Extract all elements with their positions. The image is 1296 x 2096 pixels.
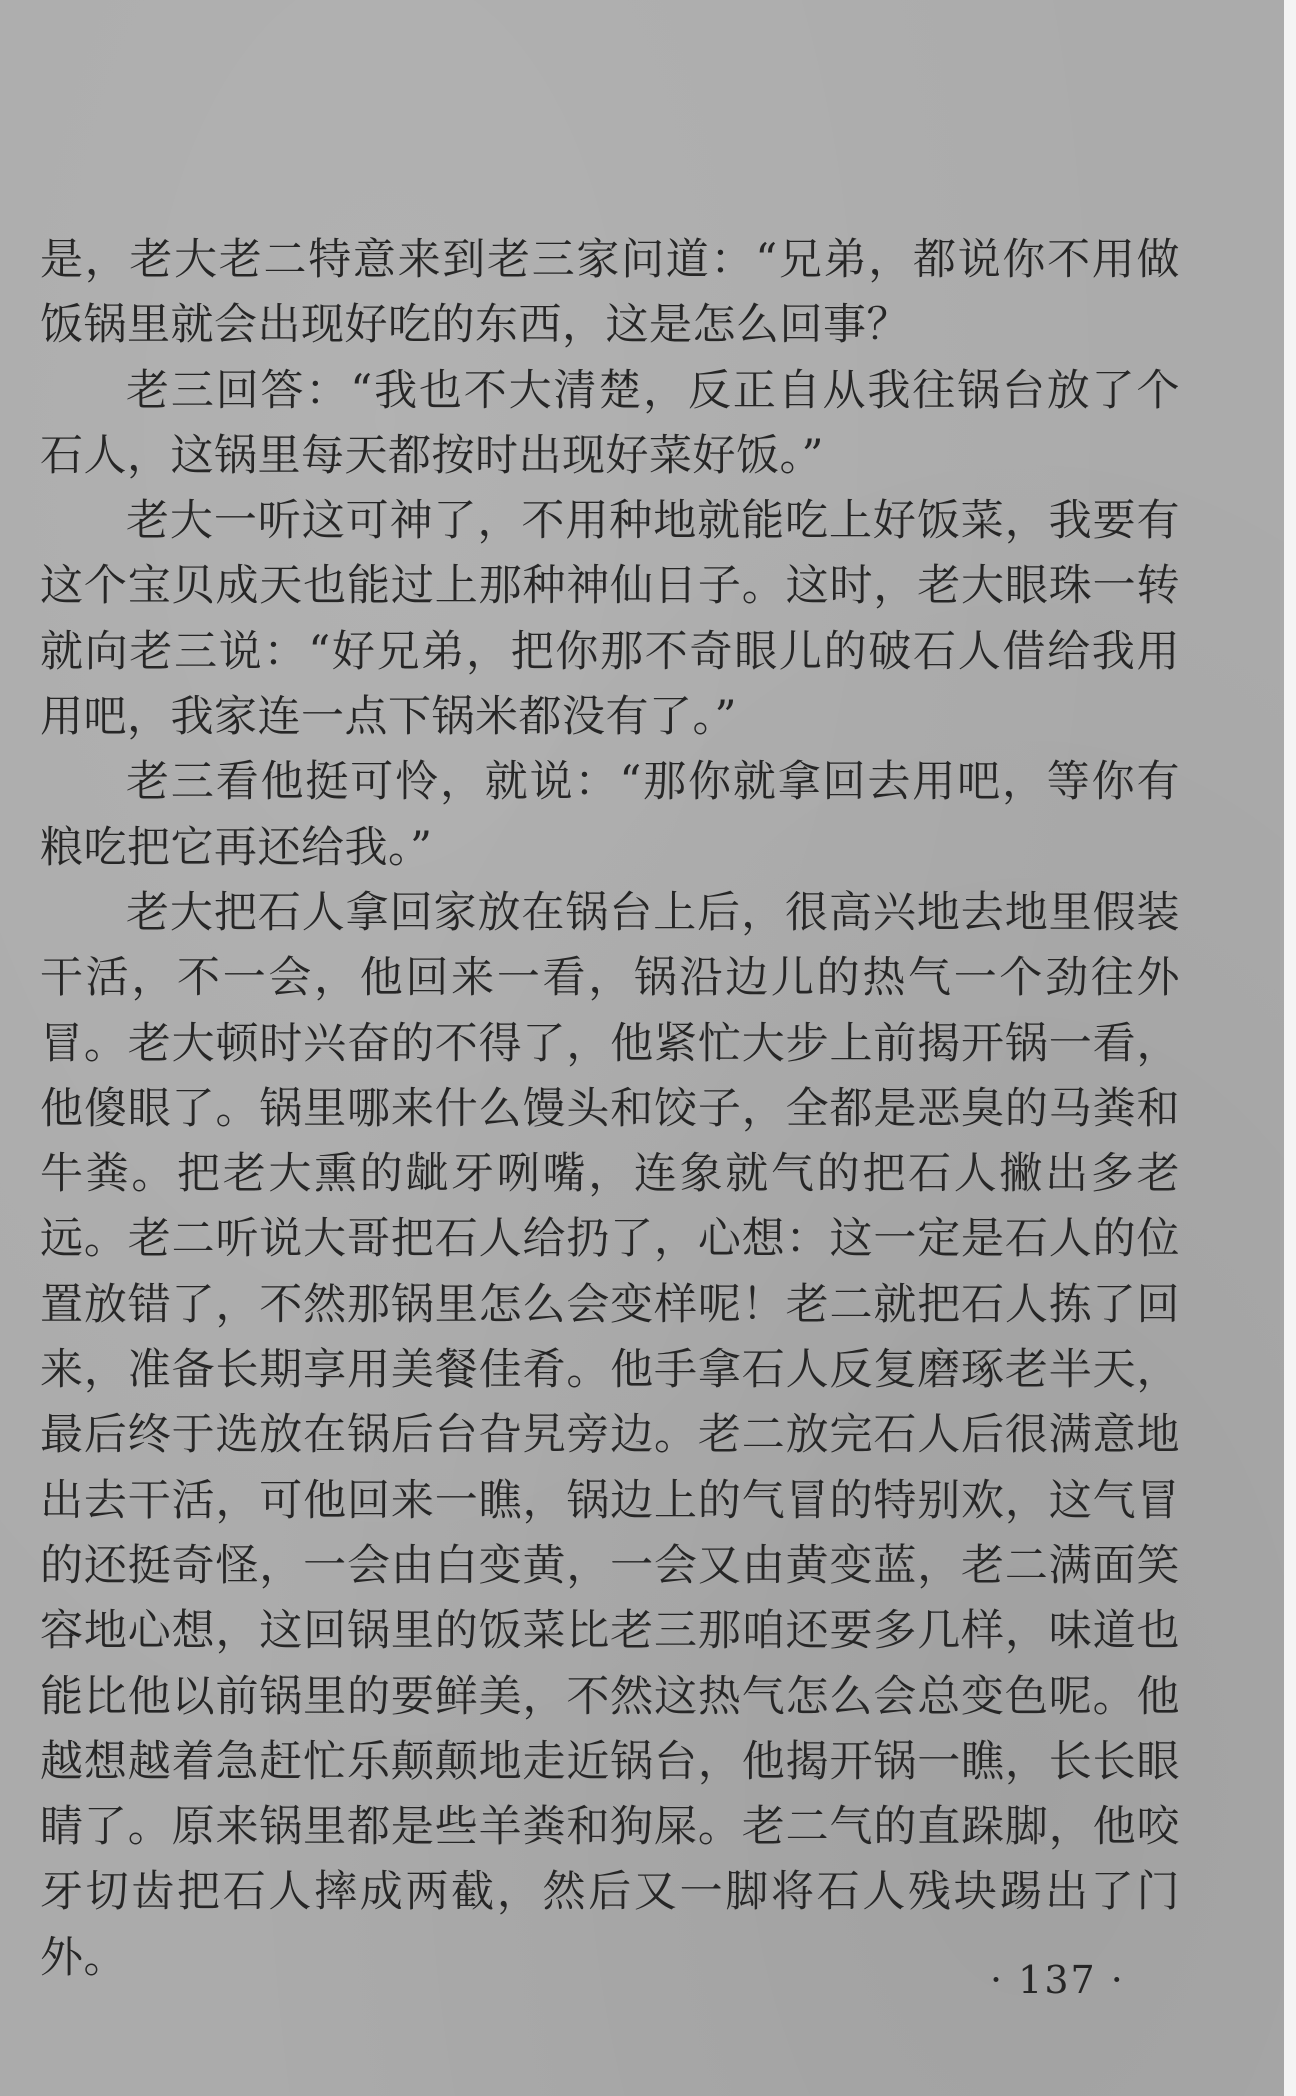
- paragraph: 是，老大老二特意来到老三家问道：“兄弟，都说你不用做饭锅里就会出现好吃的东西，这是怎么回事？: [40, 235, 1180, 351]
- paragraph: 老三看他挺可怜，就说：“那你就拿回去用吧，等你有粮吃把它再还给我。”: [40, 757, 1180, 873]
- page-edge: [1284, 0, 1296, 2096]
- paragraph: 老大一听这可神了，不用种地就能吃上好饭菜，我要有这个宝贝成天也能过上那种神仙日子。这时，老大眼珠一转就向老三说：“好兄弟，把你那不奇眼儿的破石人借给我用用吧，我家连一点下锅米都没有了。”: [40, 496, 1180, 743]
- page-number: · 137 ·: [990, 1958, 1125, 2002]
- paragraph: 老三回答：“我也不大清楚，反正自从我往锅台放了个石人，这锅里每天都按时出现好菜好饭。”: [40, 365, 1180, 481]
- paragraph: 老大把石人拿回家放在锅台上后，很高兴地去地里假装干活，不一会，他回来一看，锅沿边儿的热气一个劲往外冒。老大顿时兴奋的不得了，他紧忙大步上前揭开锅一看，他傻眼了。锅里哪来什么馒头和饺子，全都是恶臭的马粪和牛粪。把老大熏的龇牙咧嘴，连象就气的把石人撇出多老远。老二听说大哥把石人给扔了，心想：这一定是石人的位置放错了，不然那锅里怎么会变样呢！老二就把石人拣了回来，准备长期享用美餐佳肴。他手拿石人反复磨琢老半天，最后终于选放在锅后台旮旯旁边。老二放完石人后很满意地出去干活，可他回来一瞧，锅边上的气冒的特别欢，这气冒的还挺奇怪，一会由白变黄，一会又由黄变蓝，老二满面笑容地心想，这回锅里的饭菜比老三那咱还要多几样，味道也能比他以前锅里的要鲜美，不然这热气怎么会总变色呢。他越想越着急赶忙乐颠颠地走近锅台，他揭开锅一瞧，长长眼睛了。原来锅里都是些羊粪和狗屎。老二气的直跺脚，他咬牙切齿把石人摔成两截，然后又一脚将石人残块踢出了门外。: [40, 887, 1180, 1983]
- body-text: [40, 228, 1180, 1991]
